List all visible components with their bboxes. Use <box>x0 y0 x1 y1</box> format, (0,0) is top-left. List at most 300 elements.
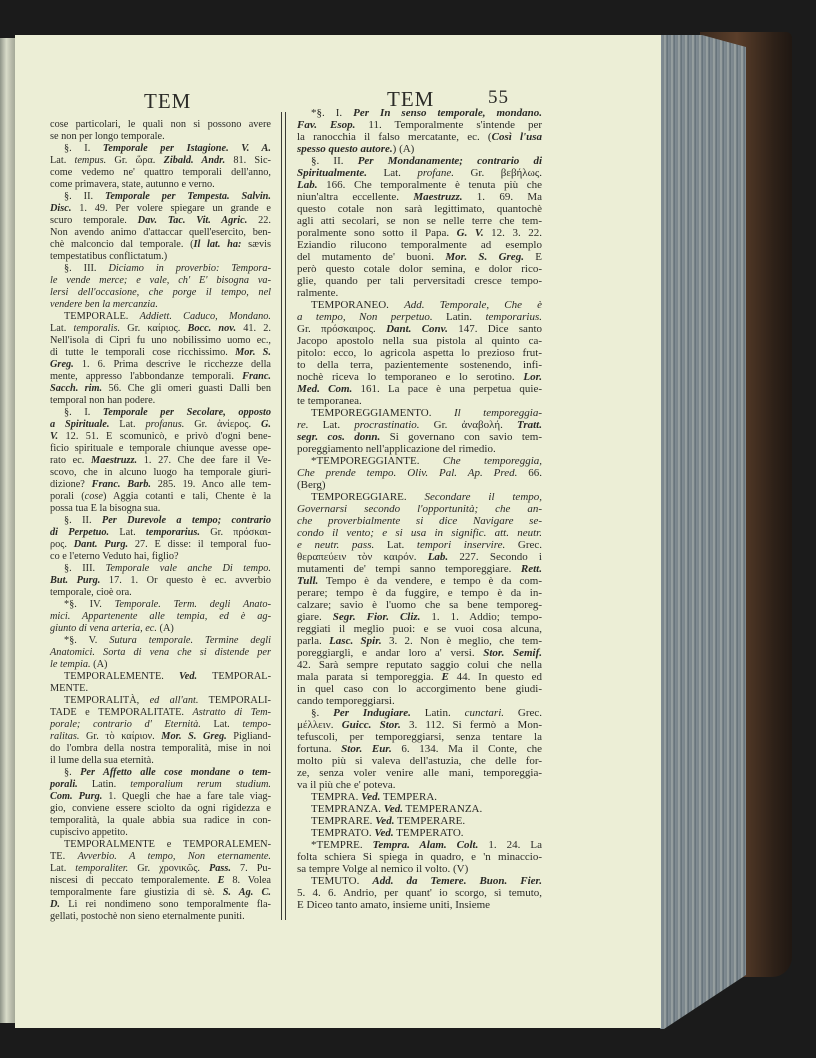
body-text: porali ( <box>50 491 85 502</box>
citation-text: Rett. <box>520 563 542 575</box>
text-line <box>297 851 542 863</box>
body-text: TEMPERARE. <box>394 815 466 827</box>
body-text: TEMPRA. <box>311 791 362 803</box>
body-text: TEMPERANZA. <box>402 803 483 815</box>
body-text: to della terra, pazientemente sostenendo, infi- <box>297 359 542 371</box>
body-text: 147. Dice santo <box>447 323 542 335</box>
body-text: giare. <box>297 611 333 623</box>
body-text: TEMPORALI- <box>198 695 271 706</box>
body-text: 81. Sic- <box>225 155 271 166</box>
citation-text: E <box>441 671 449 683</box>
body-text: θεραπεύειν τὸν καιρόν. <box>297 551 428 563</box>
body-text: del mutamento de' buoni. <box>297 251 446 263</box>
body-text: 285. 19. Anco alle tem- <box>150 479 271 490</box>
text-line <box>50 467 271 479</box>
body-text: 1. Quegli che hae a fare tale viag- <box>102 791 272 802</box>
text-line <box>50 455 271 467</box>
text-line <box>297 863 542 875</box>
body-text: Lat. <box>109 527 146 538</box>
body-text: gellati, postochè non sieno eternalmente puniti. <box>50 911 245 922</box>
body-text: niun'altra eccellente. <box>297 191 414 203</box>
text-line <box>50 731 271 743</box>
body-text: cando temporeggiarsi. <box>297 695 395 707</box>
text-line <box>50 419 271 431</box>
body-text: temporal non han podere. <box>50 395 156 406</box>
text-line <box>50 287 271 299</box>
body-text: mente, appresso l'abbondanze temporali. <box>50 371 243 382</box>
body-text: TEMPERA. <box>380 791 438 803</box>
text-line <box>297 551 542 563</box>
body-text: te temporanea. <box>297 395 362 407</box>
citation-text: di Perpetuo. <box>50 527 110 538</box>
italic-text: Anatomici. Sorta di vena che si distende per <box>50 647 271 658</box>
body-text: §. I. <box>64 143 103 154</box>
text-line <box>297 359 542 371</box>
body-text: *§. I. <box>311 107 354 119</box>
body-text: cupiscivo appetito. <box>50 827 128 838</box>
body-text: come vedemo ne' quattro temporali dell'anno, <box>50 167 271 178</box>
body-text: poralmente sono sotto il Papa. <box>297 227 457 239</box>
italic-text: ralitas. <box>50 731 80 742</box>
italic-text: Che prende tempo. Oliv. Pal. Ap. Pred. <box>297 467 518 479</box>
text-line <box>297 431 542 443</box>
text-line <box>297 455 542 467</box>
body-text: μέλλειν. <box>297 719 342 731</box>
italic-text: Avverbio. A tempo, Non eternamente. <box>77 851 271 862</box>
body-text: gio, conviene essere sciolto da ogni rigidezza e <box>50 803 271 814</box>
body-text: §. <box>311 707 334 719</box>
body-text: 1. 27. Che dee fare il Ve- <box>137 455 272 466</box>
text-line <box>50 875 271 887</box>
body-text: va il più che e' poteva. <box>297 779 396 791</box>
body-text: come primavera, state, autunno e verno. <box>50 179 215 190</box>
body-text: 8. Volea <box>224 875 271 886</box>
dictionary-entry <box>297 407 542 455</box>
page-number: 55 <box>488 87 509 108</box>
italic-text: tempo- <box>242 719 271 730</box>
text-line <box>50 239 271 251</box>
citation-text: V. <box>50 431 59 442</box>
body-text: 3. 112. Si fermò a Mon- <box>400 719 542 731</box>
citation-text: Temporale per Istagione. V. A. <box>102 143 272 154</box>
body-text: do l'ombra della nostra temporalità, mise in noi <box>50 743 271 754</box>
italic-text: cunctari. <box>464 707 505 719</box>
citation-text: Per In senso temporale, mondano. <box>353 107 542 119</box>
text-line <box>297 215 542 227</box>
body-text: TEMPRATO. <box>311 827 375 839</box>
text-line <box>50 803 271 815</box>
body-text: Gr. καίριος. <box>120 323 188 334</box>
body-text: ralmente. <box>297 287 339 299</box>
italic-text: porale; contrario d' Eternità. <box>50 719 201 730</box>
text-line <box>50 551 271 563</box>
body-text: nochè riceva lo temporaneo e lo serotino. <box>297 371 524 383</box>
body-text: Grec. <box>505 539 542 551</box>
text-line <box>297 803 542 815</box>
body-text: 1. 6. Prima descrive le ricchezze della <box>73 359 271 370</box>
text-line <box>50 767 271 779</box>
body-text: Gr. τὸ καίριον. <box>79 731 162 742</box>
text-line <box>297 395 542 407</box>
text-line <box>50 491 271 503</box>
body-text: 1. 69. Ma <box>462 191 542 203</box>
italic-text: giunto di vena arteria, ec. <box>50 623 157 634</box>
citation-text: Maestruzz. <box>413 191 463 203</box>
body-text: §. <box>64 767 81 778</box>
body-text: 12. 51. E scomunicò, e privò d'ogni bene- <box>58 431 271 442</box>
text-line <box>50 383 271 395</box>
body-text: Gr. πρόσκαιρος. <box>297 323 387 335</box>
body-text: 11. Temporalmente s'intende per <box>355 119 542 131</box>
text-line <box>297 287 542 299</box>
body-text: Lat. <box>308 419 355 431</box>
body-text: Gr. ἀναβολή. <box>419 419 518 431</box>
body-text: 1. 49. Per volere spiegare un grande e <box>71 203 271 214</box>
text-line <box>50 695 271 707</box>
italic-text: temporalis. <box>73 323 121 334</box>
text-line <box>50 143 271 155</box>
body-text: in quel caso con lo accorgimento bene giudi- <box>297 683 542 695</box>
italic-text: tempus. <box>74 155 107 166</box>
body-text: Jacopo apostolo nella sua pistola al quinto ca- <box>297 335 542 347</box>
body-text: Latin. <box>410 707 465 719</box>
body-text: Gr. βεβήλως. <box>453 167 542 179</box>
body-text: E <box>523 251 542 263</box>
body-text: Lat. <box>50 155 75 166</box>
text-line <box>50 839 271 851</box>
text-line <box>50 503 271 515</box>
body-text: temporale, cioè ora. <box>50 587 132 598</box>
body-text: 12. 3. 22. <box>483 227 543 239</box>
text-line <box>297 323 542 335</box>
italic-text: vendere ben la mercanzia. <box>50 299 158 310</box>
text-line <box>297 755 542 767</box>
text-line <box>297 383 542 395</box>
dictionary-entry <box>297 455 542 491</box>
body-text: (Berg) <box>297 479 326 491</box>
text-line <box>50 251 271 263</box>
right-running-header: TEM <box>387 87 435 111</box>
text-line <box>297 659 542 671</box>
italic-text: temporalium rerum studium. <box>130 779 272 790</box>
citation-text: Ved. <box>375 815 395 827</box>
citation-text: Franc. Barb. <box>91 479 151 490</box>
body-text: §. II. <box>64 515 102 526</box>
citation-text: Fav. Esop. <box>297 119 356 131</box>
text-line <box>297 671 542 683</box>
citation-text: Segr. Fior. Cliz. <box>332 611 421 623</box>
body-text: Latin. <box>432 311 486 323</box>
text-line <box>50 131 271 143</box>
dictionary-entry <box>297 803 542 815</box>
citation-text: Med. Com. <box>297 383 353 395</box>
body-text: dizione? <box>50 479 92 490</box>
column-rule <box>285 112 286 920</box>
text-line <box>50 275 271 287</box>
text-line <box>297 743 542 755</box>
text-line <box>297 239 542 251</box>
body-text: se non per longo temporale. <box>50 131 165 142</box>
citation-text: Ved. <box>374 827 394 839</box>
italic-text: condo il vento; e si usa in signific. att. neutr. <box>297 527 542 539</box>
text-line <box>297 179 542 191</box>
text-line <box>297 767 542 779</box>
body-text: 161. La pace è una perpetua quie- <box>352 383 543 395</box>
citation-text: G. <box>260 419 271 430</box>
body-text: perare; tempo è da fuggire, e tempo è da in- <box>297 587 542 599</box>
citation-text: Bocc. nov. <box>187 323 237 334</box>
text-line <box>50 335 271 347</box>
body-text: TE. <box>50 851 78 862</box>
italic-text: Che temporeggia, <box>442 455 542 467</box>
dictionary-entry <box>50 119 271 143</box>
text-line <box>297 503 542 515</box>
italic-text: le vende merce; e vale, ch' E' bisogna va- <box>50 275 271 286</box>
text-line <box>297 527 542 539</box>
citation-text: Lor. <box>523 371 542 383</box>
text-line <box>297 539 542 551</box>
citation-text: Lasc. Spir. <box>329 635 382 647</box>
body-text: 42. Sarà sempre reputato saggio colui che nella <box>297 659 542 671</box>
body-text: TEMPORALMENTE e TEMPORALEMEN- <box>64 839 271 850</box>
body-text: Grec. <box>504 707 543 719</box>
body-text: 6. 134. Ma il Conte, che <box>391 743 542 755</box>
dictionary-entry <box>297 299 542 407</box>
body-text: §. I. <box>64 407 103 418</box>
citation-text: Temporale per Secolare, opposto <box>102 407 271 418</box>
text-line <box>50 539 271 551</box>
body-text: §. II. <box>311 155 358 167</box>
body-text: *TEMPOREGGIANTE. <box>311 455 443 467</box>
body-text: pitolo: ecco, lo agricola aspetta lo prezioso frut- <box>297 347 542 359</box>
body-text: TEMPERATO. <box>393 827 464 839</box>
text-line <box>50 635 271 647</box>
dictionary-entry <box>50 407 271 515</box>
text-line <box>297 647 542 659</box>
body-text: possa tua E la bisogna sua. <box>50 503 161 514</box>
body-text: (A) <box>156 623 174 634</box>
italic-text: a tempo, Non perpetuo. <box>297 311 433 323</box>
citation-text: Lab. <box>297 179 318 191</box>
italic-text: tempori inservire. <box>416 539 506 551</box>
text-line <box>297 275 542 287</box>
body-text: scuro temporale. <box>50 215 138 226</box>
body-text: 166. Che temporalmente è tenuta più che <box>317 179 542 191</box>
dictionary-entry <box>297 491 542 707</box>
body-text: questo cotale non sarà legittimato, quantochè <box>297 203 542 215</box>
text-line <box>297 839 542 851</box>
italic-text: lersi dell'occasione, che porge il tempo, nel <box>50 287 271 298</box>
text-line <box>297 719 542 731</box>
citation-text: Temporale per Tempesta. Salvin. <box>105 191 271 202</box>
italic-text: temporaliter. <box>75 863 129 874</box>
text-line <box>50 815 271 827</box>
body-text: di tutte le temporali cose ricchissimo. <box>50 347 236 358</box>
text-line <box>50 911 271 923</box>
dictionary-entry <box>50 263 271 311</box>
italic-text: cose <box>84 491 103 502</box>
text-line <box>50 743 271 755</box>
dictionary-entry <box>297 707 542 791</box>
text-line <box>50 647 271 659</box>
citation-text: E <box>217 875 225 886</box>
text-line <box>297 623 542 635</box>
text-line <box>297 779 542 791</box>
citation-text: Dav. Tac. Vit. Agric. <box>137 215 248 226</box>
text-line <box>297 479 542 491</box>
body-text: Li rei nondimeno sono temporalmente fla- <box>60 899 271 910</box>
body-text: TEMPOREGGIARE. <box>311 491 425 503</box>
text-line <box>297 587 542 599</box>
text-line <box>50 755 271 767</box>
text-line <box>297 899 542 911</box>
text-line <box>50 683 271 695</box>
body-text: 56. Che gli omeri guasti Dalli ben <box>102 383 271 394</box>
text-line <box>50 587 271 599</box>
body-text: il lume della sua eternità. <box>50 755 154 766</box>
italic-text: Governarsi secondo l'opportunità; che an- <box>297 503 542 515</box>
body-text: temporalità, la quale abbia sua radice in con- <box>50 815 271 826</box>
text-line <box>297 407 542 419</box>
italic-text: procrastinatio. <box>354 419 420 431</box>
italic-text: e neutr. pass. <box>297 539 375 551</box>
citation-text: Add. da Temere. Buon. Fier. <box>372 875 542 887</box>
body-text: Lat. <box>109 419 146 430</box>
text-line <box>50 611 271 623</box>
dictionary-entry <box>50 695 271 767</box>
body-text: chè malconcio dal temporale. ( <box>50 239 194 250</box>
text-line <box>297 827 542 839</box>
text-line <box>297 299 542 311</box>
citation-text: a Spirituale. <box>50 419 110 430</box>
dictionary-entry <box>50 515 271 563</box>
text-line <box>297 263 542 275</box>
body-text: reggiati il meglio puoi: e se vuoi cosa alcuna, <box>297 623 542 635</box>
text-line <box>50 827 271 839</box>
citation-text: Greg. <box>50 359 74 370</box>
body-text: Tempo è da vendere, e tempo è da com- <box>318 575 542 587</box>
citation-text: D. <box>50 899 61 910</box>
body-text: TADE e TEMPORALITATE. <box>50 707 193 718</box>
body-text: sævis <box>241 239 271 250</box>
text-line <box>50 299 271 311</box>
dictionary-entry <box>50 599 271 635</box>
italic-text: Diciamo in proverbio: Tempora- <box>108 263 271 274</box>
body-text: cose particolari, le quali non si possono avere <box>50 119 271 130</box>
dictionary-entry <box>297 815 542 827</box>
text-line <box>297 815 542 827</box>
text-line <box>297 107 542 119</box>
body-text: 5. 4. 6. Andrio, per quant' io scorgo, sì temuto, <box>297 887 542 899</box>
text-line <box>50 179 271 191</box>
body-text: TEMPRANZA. <box>311 803 384 815</box>
citation-text: Zibald. Andr. <box>163 155 226 166</box>
citation-text: Dant. Purg. <box>73 539 129 550</box>
body-text: però questo cotale dolor semina, e dolor rico- <box>297 263 542 275</box>
body-text: Pigliand- <box>226 731 271 742</box>
citation-text: temporarius. <box>145 527 200 538</box>
citation-text: Lab. <box>427 551 449 563</box>
body-text: Lat. <box>50 323 74 334</box>
text-line <box>297 155 542 167</box>
body-text: scovo, che in alcuno luogo ha temporale giuri- <box>50 467 271 478</box>
dictionary-entry <box>297 875 542 911</box>
body-text: temporalmente fare giustizia di sè. <box>50 887 223 898</box>
body-text: ficio spirituale e temporale chiunque avesse ope- <box>50 443 271 454</box>
citation-text: Mor. S. Greg. <box>161 731 227 742</box>
text-line <box>50 203 271 215</box>
text-line <box>50 407 271 419</box>
body-text: Latin. <box>77 779 131 790</box>
text-line <box>50 899 271 911</box>
italic-text: che proverbialmente si dice Navigare se- <box>297 515 542 527</box>
body-text: *§. V. <box>64 635 110 646</box>
text-line <box>50 347 271 359</box>
text-line <box>50 191 271 203</box>
body-text: 44. In questo ed <box>448 671 543 683</box>
text-line <box>297 335 542 347</box>
body-text: mutamenti de' tempi sanno temporeggiare. <box>297 563 521 575</box>
italic-text: Astratto di Tem- <box>192 707 271 718</box>
body-text: TEMPORAL- <box>197 671 271 682</box>
text-line <box>297 311 542 323</box>
citation-text: spesso questo autore. <box>297 143 393 155</box>
citation-text: Guicc. Stor. <box>341 719 401 731</box>
text-line <box>50 227 271 239</box>
body-text: Non avendo animo d'attaccar quell'esercito, ben- <box>50 227 271 238</box>
citation-text: segr. cos. donn. <box>297 431 381 443</box>
italic-text: mici. Appartenente alle tempia, ed è ag- <box>50 611 271 622</box>
body-text: TEMPORALITÀ, <box>64 695 150 706</box>
text-line <box>50 443 271 455</box>
text-line <box>297 167 542 179</box>
body-text: MENTE. <box>50 683 89 694</box>
text-line <box>50 575 271 587</box>
body-text: E Diceo tanto amato, insieme uniti, Insieme <box>297 899 491 911</box>
text-line <box>297 371 542 383</box>
body-text: 41. 2. <box>236 323 271 334</box>
column-rule <box>281 112 282 920</box>
body-text: poreggiamento nell'applicazione del rimedio. <box>297 443 496 455</box>
citation-text: Mor. S. Greg. <box>445 251 524 263</box>
citation-text: Ved. <box>179 671 198 682</box>
text-line <box>297 563 542 575</box>
dictionary-entry <box>50 767 271 839</box>
body-text: calzare; savio è l'uomo che sa bene temporeg- <box>297 599 542 611</box>
body-text: fortuna. <box>297 743 342 755</box>
body-text: §. II. <box>64 191 105 202</box>
body-text: Lat. <box>50 863 76 874</box>
text-line <box>50 563 271 575</box>
italic-text: Secondare il tempo, <box>424 491 543 503</box>
text-line <box>50 311 271 323</box>
italic-text: Sutura temporale. Termine degli <box>109 635 271 646</box>
body-text: Lat. <box>374 539 417 551</box>
text-line <box>50 623 271 635</box>
body-text: TEMPORALE. <box>64 311 140 322</box>
citation-text: Tratt. <box>517 419 542 431</box>
text-line <box>297 611 542 623</box>
text-line <box>297 635 542 647</box>
body-text: 227. Secondo i <box>448 551 542 563</box>
dictionary-entry <box>50 191 271 263</box>
body-text: ρος. <box>50 539 74 550</box>
body-text: la ranocchia il falso mercatante, ec. ( <box>297 131 492 143</box>
text-line <box>297 599 542 611</box>
citation-text: Per Mondanamente; contrario di <box>357 155 542 167</box>
text-line <box>297 683 542 695</box>
italic-text: le tempia. <box>50 659 91 670</box>
